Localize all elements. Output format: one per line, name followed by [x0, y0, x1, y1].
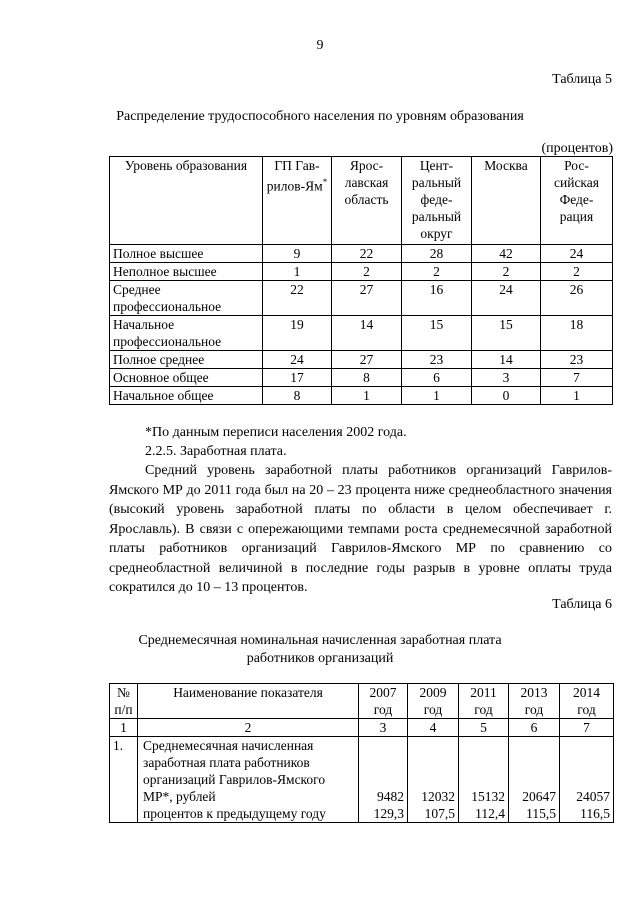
header-education-level: Уровень образования — [110, 157, 263, 245]
salary-value: 9482 — [377, 789, 404, 804]
cell-value: 8 — [332, 369, 402, 387]
column-number-row — [110, 719, 614, 737]
cell-value: 16 — [402, 281, 472, 316]
table-row — [110, 263, 613, 281]
row-label: Полное высшее — [110, 245, 263, 263]
indicator-name — [138, 737, 359, 823]
percent-value: 129,3 — [373, 806, 404, 821]
cell-value: 22 — [263, 281, 332, 316]
education-table — [109, 156, 613, 405]
column-number: 3 — [359, 719, 408, 737]
cell-value: 14 — [332, 316, 402, 351]
table5-header-row — [110, 157, 613, 245]
body-paragraph: Средний уровень заработной платы работников организаций Гаврилов-Ямского МР до 2011 года был на 20 – 23 процента ниже среднеобластного значения (высокий уровень заработной платы по области в целом обеспечивает г. Ярославль). В связи с опережающими темпами роста среднемесячной заработной платы работников организаций Гаврилов-Ямского МР по сравнению со среднеобластной величиной в последние годы разрыв в уровне оплаты труда сократился до 10 – 13 процентов. — [109, 463, 612, 595]
percent-value: 116,5 — [580, 806, 610, 821]
cell-value: 28 — [402, 245, 472, 263]
indicator-title: Среднемесячная начисленная заработная плата работников организаций Гаврилов-Ямского МР*, рублей — [143, 738, 326, 804]
value-cell-2014 — [560, 737, 614, 823]
value-cell-2007 — [359, 737, 408, 823]
header-gp-gavrilov-yam: ГП Гав-рилов-Ям* — [263, 157, 332, 245]
table5-title: Распределение трудоспособного населения по уровням образования — [116, 109, 524, 124]
table-row — [110, 387, 613, 405]
header-indicator: Наименование показателя — [138, 684, 359, 719]
table-row — [110, 351, 613, 369]
cell-value: 7 — [541, 369, 613, 387]
table-row — [110, 737, 614, 823]
cell-value: 19 — [263, 316, 332, 351]
cell-value: 27 — [332, 351, 402, 369]
cell-value: 1 — [541, 387, 613, 405]
cell-value: 22 — [332, 245, 402, 263]
row-label: Полное среднее — [110, 351, 263, 369]
percent-value: 115,5 — [526, 806, 556, 821]
salary-value: 15132 — [471, 789, 505, 804]
cell-value: 17 — [263, 369, 332, 387]
column-number: 1 — [110, 719, 138, 737]
cell-value: 1 — [402, 387, 472, 405]
salary-value: 20647 — [522, 789, 556, 804]
table6-title-line2: работников организаций — [246, 651, 394, 666]
table6-header-row — [110, 684, 614, 719]
header-2011: 2011 год — [459, 684, 509, 719]
indicator-sub-label: процентов к предыдущему году — [143, 806, 326, 821]
cell-value: 9 — [263, 245, 332, 263]
cell-value: 3 — [472, 369, 541, 387]
value-cell-2013 — [509, 737, 560, 823]
percent-value: 107,5 — [424, 806, 455, 821]
salary-table — [109, 683, 614, 823]
cell-value: 8 — [263, 387, 332, 405]
header-2009: 2009 год — [408, 684, 459, 719]
cell-value: 1 — [332, 387, 402, 405]
header-yaroslavl-oblast: Ярос-лавская область — [332, 157, 402, 245]
value-cell-2009 — [408, 737, 459, 823]
cell-value: 2 — [332, 263, 402, 281]
row-label: Неполное высшее — [110, 263, 263, 281]
cell-value: 15 — [472, 316, 541, 351]
header-2013: 2013 год — [509, 684, 560, 719]
cell-value: 23 — [541, 351, 613, 369]
row-number: 1. — [110, 737, 138, 823]
cell-value: 27 — [332, 281, 402, 316]
column-number: 7 — [560, 719, 614, 737]
cell-value: 18 — [541, 316, 613, 351]
header-num: № п/п — [110, 684, 138, 719]
table-row — [110, 369, 613, 387]
column-number: 5 — [459, 719, 509, 737]
cell-value: 23 — [402, 351, 472, 369]
table5-units: (процентов) — [541, 141, 613, 156]
footnote: *По данным переписи населения 2002 года. — [145, 425, 407, 440]
cell-value: 24 — [263, 351, 332, 369]
cell-value: 24 — [472, 281, 541, 316]
page-number: 9 — [316, 38, 324, 53]
cell-value: 42 — [472, 245, 541, 263]
cell-value: 1 — [263, 263, 332, 281]
column-number: 6 — [509, 719, 560, 737]
salary-value: 12032 — [421, 789, 455, 804]
table5-caption: Таблица 5 — [552, 72, 612, 87]
row-label: Основное общее — [110, 369, 263, 387]
column-number: 4 — [408, 719, 459, 737]
row-label: Среднее профессиональное — [110, 281, 263, 316]
cell-value: 24 — [541, 245, 613, 263]
header-2014: 2014 год — [560, 684, 614, 719]
cell-value: 0 — [472, 387, 541, 405]
column-number: 2 — [138, 719, 359, 737]
value-cell-2011 — [459, 737, 509, 823]
row-label: Начальное общее — [110, 387, 263, 405]
header-central-district: Цент-ральный феде-ральный округ — [402, 157, 472, 245]
section-heading: 2.2.5. Заработная плата. — [145, 444, 287, 459]
cell-value: 2 — [472, 263, 541, 281]
table6-title-line1: Среднемесячная номинальная начисленная заработная плата — [138, 633, 502, 648]
cell-value: 2 — [402, 263, 472, 281]
table-row — [110, 245, 613, 263]
salary-value: 24057 — [576, 789, 610, 804]
table-row — [110, 316, 613, 351]
header-2007: 2007 год — [359, 684, 408, 719]
cell-value: 6 — [402, 369, 472, 387]
cell-value: 15 — [402, 316, 472, 351]
cell-value: 2 — [541, 263, 613, 281]
header-moscow: Москва — [472, 157, 541, 245]
table6-caption: Таблица 6 — [552, 597, 612, 612]
header-russia: Рос-сийская Феде-рация — [541, 157, 613, 245]
footnote-asterisk: * — [322, 177, 328, 187]
cell-value: 14 — [472, 351, 541, 369]
table-row — [110, 281, 613, 316]
row-label: Начальное профессиональное — [110, 316, 263, 351]
percent-value: 112,4 — [475, 806, 505, 821]
cell-value: 26 — [541, 281, 613, 316]
